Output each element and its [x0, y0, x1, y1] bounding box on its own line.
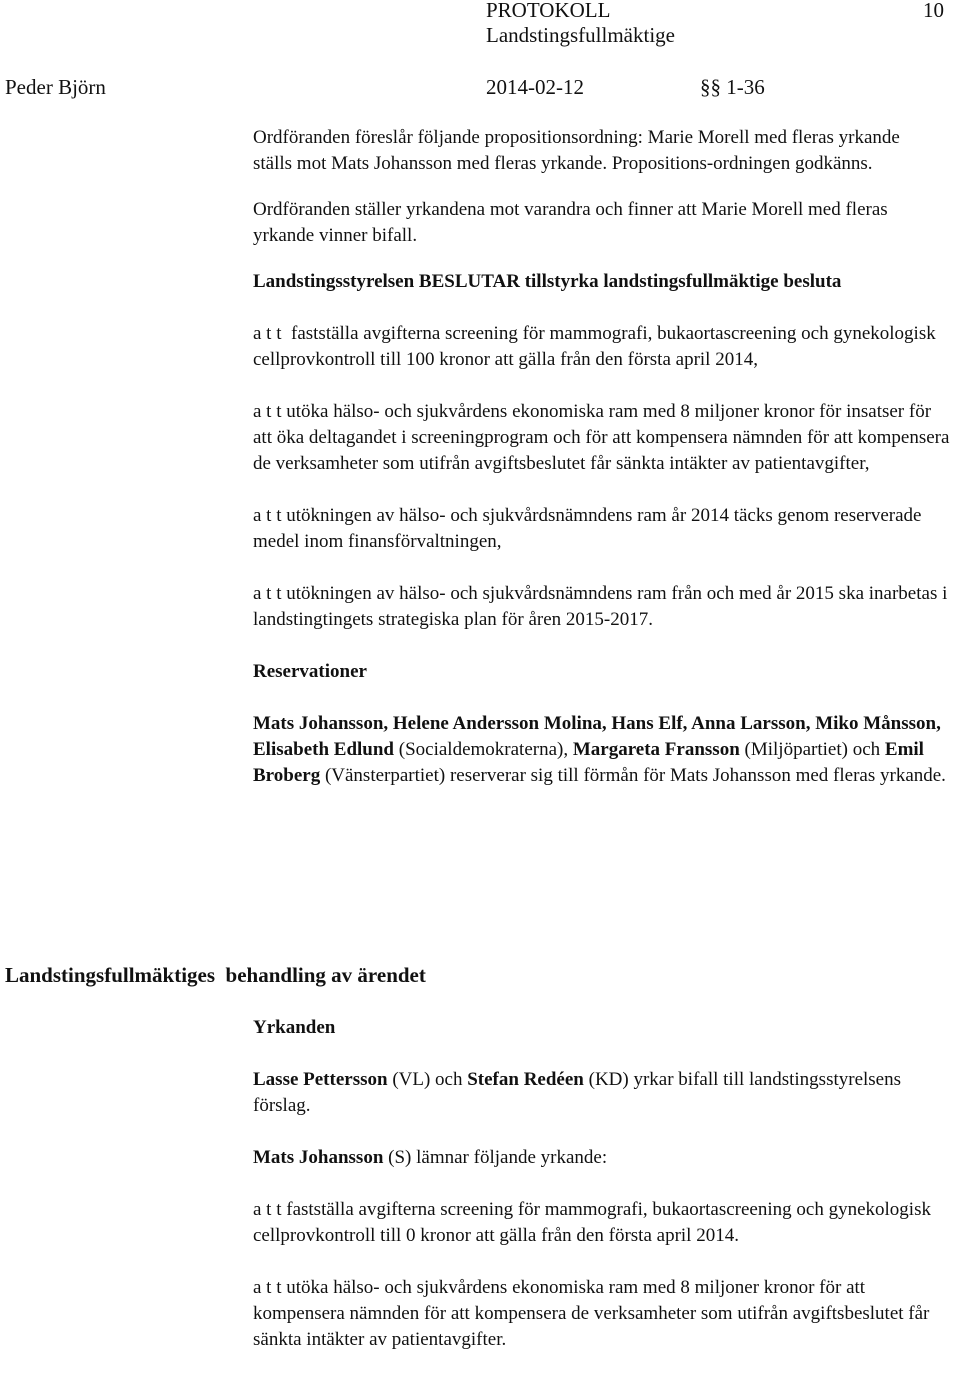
page-number: 10 [923, 0, 944, 22]
yrkande-paragraph-1 [253, 1067, 953, 1119]
reservations-heading [253, 659, 953, 685]
document-type: PROTOKOLL [486, 0, 611, 22]
att-clause-3: a t t utökningen av hälso- och sjukvårdsnämndens ram år 2014 täcks genom reserverade medel inom finansförvaltningen, [253, 505, 922, 552]
yrkande-1-text-b: (KD) yrkar bifall till landstingsstyrelsens förslag. [253, 1069, 902, 1116]
yrkande-2-text: (S) lämnar följande yrkande: [383, 1147, 608, 1168]
reservation-party-1: (Socialdemokraterna), [394, 739, 573, 760]
att-clause-5: a t t fastställa avgifterna screening för mammografi, bukaortascreening och gynekologisk cellprovkontroll till 0 kronor att gälla från den första april 2014. [253, 1199, 931, 1246]
yrkanden-heading-text: Yrkanden [253, 1017, 336, 1038]
proposition-order-paragraph: Ordföranden föreslår följande propositionsordning: Marie Morell med fleras yrkande ställs mot Mats Johansson med fleras yrkande. Propositions-ordningen godkänns. [253, 127, 900, 174]
reservation-names-1: Mats Johansson, Helene Andersson Molina, Hans Elf, Anna Larsson, Miko Månsson, Elisabeth Edlund [253, 713, 941, 760]
reservation-names-2: Margareta Fransson [572, 739, 740, 760]
paragraph-range: §§ 1-36 [700, 75, 765, 99]
att-clause-6: a t t utöka hälso- och sjukvårdens ekonomiska ram med 8 miljoner kronor för att kompensera nämnden för att kompensera de verksamheter som utifrån avgiftsbeslutet får sänkta intäkter av patientavgifter. [253, 1277, 930, 1350]
att-clause-1: a t t fastställa avgifterna screening för mammografi, bukaortascreening och gynekologisk cellprovkontroll till 100 kronor att gälla från den första april 2014, [253, 323, 941, 370]
reservation-party-2: (Miljöpartiet) och [739, 739, 885, 760]
yrkanden-heading [253, 1015, 953, 1041]
decision-heading-text: Landstingsstyrelsen BESLUTAR tillstyrka landstingsfullmäktige besluta [253, 271, 842, 292]
att-clause-2: a t t utöka hälso- och sjukvårdens ekonomiska ram med 8 miljoner kronor för insatser för att öka deltagandet i screeningprogram och för att kompensera nämnden för att kompensera de verksamheter som utifrån avgiftsbeslutet får sänkta intäkter av patientavgifter, [253, 401, 950, 474]
main-content [253, 125, 953, 789]
yrkande-1-text-a: (VL) och [387, 1069, 468, 1090]
lower-content [253, 1015, 953, 1353]
reservation-rest: (Vänsterpartiet) reserverar sig till förmån för Mats Johansson med fleras yrkande. [320, 765, 946, 786]
decision-heading [253, 269, 953, 295]
yrkande-paragraph-2 [253, 1145, 953, 1171]
organ-name: Landstingsfullmäktige [486, 23, 675, 47]
yrkande-2-name: Mats Johansson [253, 1147, 384, 1168]
author-name: Peder Björn [5, 75, 106, 99]
reservation-names-3: Emil Broberg [253, 739, 924, 786]
reservation-paragraph [253, 711, 953, 789]
side-heading: Landstingsfullmäktiges behandling av ärendet [5, 963, 426, 987]
yrkande-1-name-a: Lasse Pettersson [253, 1069, 388, 1090]
meeting-date: 2014-02-12 [486, 75, 584, 99]
chair-decision-paragraph: Ordföranden ställer yrkandena mot varandra och finner att Marie Morell med fleras yrkande vinner bifall. [253, 199, 888, 246]
reservations-heading-text: Reservationer [253, 661, 367, 682]
yrkande-1-name-b: Stefan Redéen [467, 1069, 584, 1090]
att-clause-4: a t t utökningen av hälso- och sjukvårdsnämndens ram från och med år 2015 ska inarbetas i landstingtingets strategiska plan för åren 2015-2017. [253, 583, 948, 630]
